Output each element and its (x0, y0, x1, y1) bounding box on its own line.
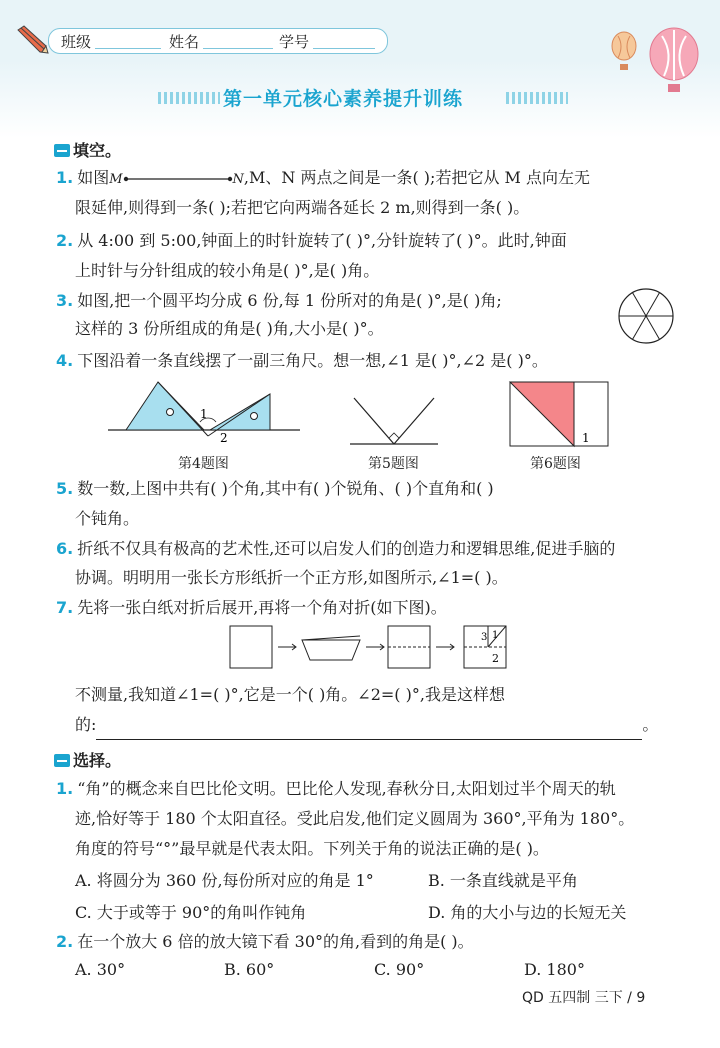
page-title: 第一单元核心素养提升训练 (222, 88, 463, 110)
name-blank[interactable] (203, 48, 273, 49)
question-number: 2. (56, 932, 74, 951)
folding-steps-figure (228, 624, 514, 672)
question-text: 下图沿着一条直线摆了一副三角尺。想一想,∠1 是( )°,∠2 是( )°。 (77, 351, 548, 370)
angle-1-label: 1 (200, 407, 208, 421)
question-1-line2: 限延伸,则得到一条( );若把它向两端各延长 2 m,则得到一条( )。 (75, 198, 530, 217)
question-6-line2: 协调。明明用一张长方形纸折一个正方形,如图所示,∠1=( )。 (75, 568, 508, 587)
question-text: 的: (75, 715, 97, 734)
question-text: “角”的概念来自巴比伦文明。巴比伦人发现,春秋分日,太阳划过半个周天的轨 (77, 779, 616, 798)
choice-question-1-line3: 角度的符号“°”最早就是代表太阳。下列关于角的说法正确的是( )。 (75, 839, 549, 858)
question-5 (56, 474, 494, 504)
class-blank[interactable] (95, 48, 161, 49)
section-heading-choice (54, 748, 121, 771)
question-2 (56, 226, 567, 256)
option-d[interactable]: D. 180° (524, 960, 585, 979)
question-number: 1. (56, 779, 74, 798)
student-id-blank[interactable] (313, 48, 375, 49)
point-n-label: N (232, 172, 244, 187)
set-squares-figure (108, 378, 304, 446)
section-number-icon (54, 754, 70, 767)
right-angle-figure (348, 386, 440, 446)
question-1 (56, 163, 590, 195)
page-footer: QD 五四制 三下 / 9 (522, 990, 646, 1006)
fold-angle-1-label: 1 (492, 630, 499, 641)
fold-angle-1-label: 1 (582, 431, 590, 445)
question-text: 在一个放大 6 倍的放大镜下看 30°的角,看到的角是( )。 (77, 932, 474, 951)
point-m-label: M (109, 172, 123, 187)
option-d[interactable]: D. 角的大小与边的长短无关 (428, 903, 627, 922)
question-text: ,M、N 两点之间是一条( );若把它从 M 点向左无 (243, 168, 590, 187)
question-number: 4. (56, 351, 74, 370)
fold-angle-2-label: 2 (492, 652, 499, 665)
section-number-icon (54, 144, 70, 157)
name-label: 姓名 (169, 33, 200, 51)
figure-6-caption: 第6题图 (530, 456, 581, 472)
option-b[interactable]: B. 60° (224, 960, 275, 979)
question-number: 7. (56, 598, 74, 617)
question-6 (56, 534, 615, 564)
option-c[interactable]: C. 大于或等于 90°的角叫作钝角 (75, 903, 307, 922)
fold-angle-3-label: 3 (481, 632, 488, 643)
answer-line[interactable] (96, 721, 642, 740)
question-3-line2: 这样的 3 份所组成的角是( )角,大小是( )°。 (75, 319, 384, 338)
section-heading-text: 选择。 (73, 751, 122, 770)
question-7 (56, 593, 447, 623)
student-id-label: 学号 (279, 33, 310, 51)
figure-5-caption: 第5题图 (368, 456, 419, 472)
choice-question-2 (56, 927, 474, 957)
question-number: 1. (56, 168, 74, 187)
question-3 (56, 286, 502, 316)
segment-figure (123, 174, 233, 184)
question-number: 5. (56, 479, 74, 498)
option-a[interactable]: A. 将圆分为 360 份,每份所对应的角是 1° (75, 871, 374, 890)
student-info-bar (48, 28, 388, 54)
question-text: 如图 (77, 168, 110, 187)
question-text: 先将一张白纸对折后展开,再将一个角对折(如下图)。 (77, 598, 447, 617)
section-heading-fill (54, 138, 121, 161)
question-7-line3 (75, 710, 658, 740)
class-label: 班级 (61, 33, 92, 51)
paper-fold-figure (508, 380, 612, 450)
question-7-line2: 不测量,我知道∠1=( )°,它是一个( )角。∠2=( )°,我是这样想 (75, 685, 505, 704)
question-text: 数一数,上图中共有( )个角,其中有( )个锐角、( )个直角和( ) (77, 479, 494, 498)
question-number: 2. (56, 231, 74, 250)
option-b[interactable]: B. 一条直线就是平角 (428, 871, 578, 890)
question-4 (56, 346, 548, 376)
question-text: 折纸不仅具有极高的艺术性,还可以启发人们的创造力和逻辑思维,促进手脑的 (77, 539, 616, 558)
pencil-icon (14, 24, 50, 54)
option-c[interactable]: C. 90° (374, 960, 425, 979)
question-text: 。 (642, 715, 659, 734)
question-number: 3. (56, 291, 74, 310)
circle-sixths-figure (616, 286, 676, 346)
question-5-line2: 个钝角。 (75, 509, 140, 528)
section-heading-text: 填空。 (73, 141, 122, 160)
option-a[interactable]: A. 30° (75, 960, 126, 979)
question-text: 从 4:00 到 5:00,钟面上的时针旋转了( )°,分针旋转了( )°。此时,钟面 (77, 231, 567, 250)
balloon-icon (604, 30, 704, 94)
question-text: 如图,把一个圆平均分成 6 份,每 1 份所对的角是( )°,是( )角; (77, 291, 502, 310)
choice-question-1 (56, 774, 616, 804)
question-number: 6. (56, 539, 74, 558)
angle-2-label: 2 (220, 431, 228, 445)
question-2-line2: 上时针与分针组成的较小角是( )°,是( )角。 (75, 261, 380, 280)
choice-question-1-line2: 迹,恰好等于 180 个太阳直径。受此启发,他们定义圆周为 360°,平角为 180°。 (75, 809, 635, 828)
figure-4-caption: 第4题图 (178, 456, 229, 472)
title-wrapper (158, 86, 528, 112)
